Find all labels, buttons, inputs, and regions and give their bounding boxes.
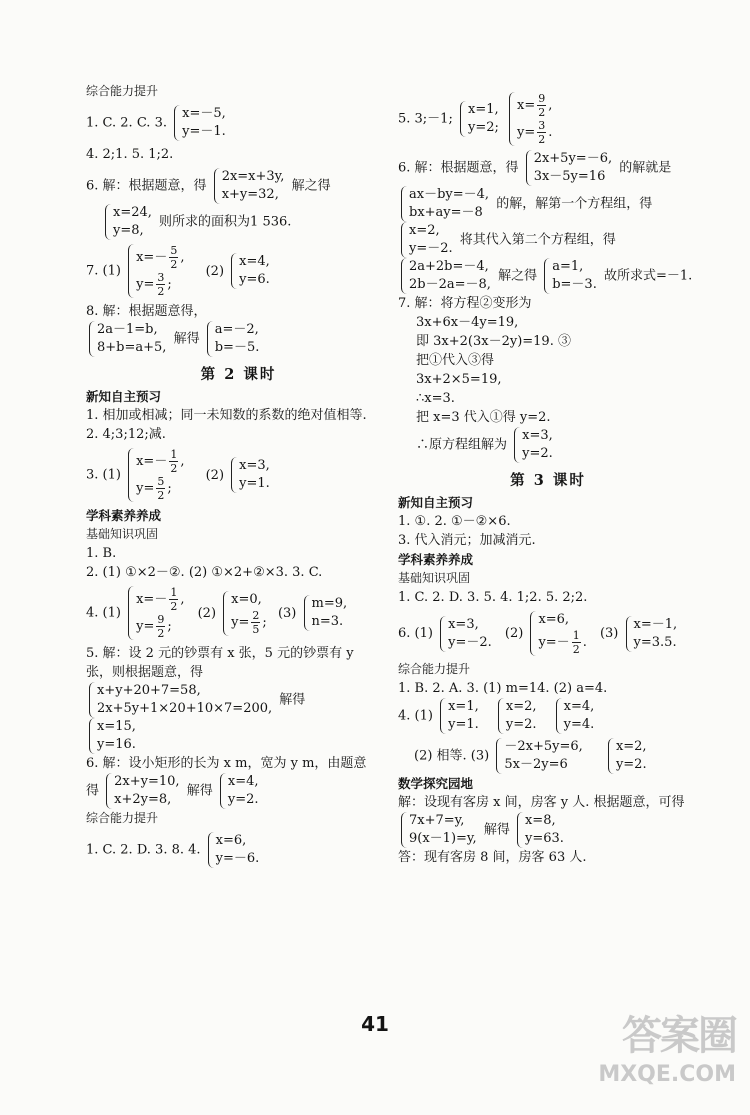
equation-system [105, 204, 152, 240]
section-heading: 新知自主预习 [398, 495, 474, 510]
equation-system [106, 773, 179, 809]
equation: y=63. [524, 831, 564, 846]
equation-system [440, 616, 492, 652]
answer-line: 3. 代入消元；加减消元. [398, 533, 536, 548]
answer-line: ∴x=3. [416, 391, 455, 406]
left-brace [106, 773, 112, 809]
equation: x=4, [227, 774, 259, 789]
equation-system [514, 427, 553, 463]
equation-system [208, 832, 260, 868]
equation: x=8, [524, 813, 556, 828]
equation: ax－by=－4, [409, 187, 490, 202]
denominator: 2 [157, 627, 165, 640]
equation: y=2. [615, 757, 647, 772]
equation-system [174, 105, 226, 141]
answer-line [86, 105, 391, 141]
equation: x=－ $\frac{5}{2}$ , [136, 244, 185, 271]
fraction [169, 448, 178, 475]
left-brace [496, 738, 502, 774]
page-number: 41 [361, 1012, 389, 1036]
answer-line [86, 718, 391, 754]
equation: y=2. [505, 717, 537, 732]
answer-line [398, 186, 698, 222]
answer-line [398, 738, 698, 774]
section-heading: 学科素养养成 [398, 552, 474, 567]
answer-text: 解得 [173, 331, 200, 347]
left-brace [128, 448, 134, 502]
numerator: 3 [538, 119, 546, 132]
answer-text: 解得 [483, 822, 510, 838]
equation-system [496, 738, 582, 774]
left-brace [207, 321, 213, 357]
answer-line: 6. 解：设小矩形的长为 x m，宽为 y m，由题意 [86, 756, 367, 771]
equation: y= $\frac{3}{2}$ . [517, 119, 553, 146]
fraction [156, 475, 165, 502]
answer-line: 把 x=3 代入①得 y=2. [416, 410, 551, 425]
answer-line [398, 150, 698, 186]
answer-line: 1. C. 2. D. 3. 5. 4. 1;2. 5. 2;2. [398, 590, 588, 605]
answer-text: 3. (1) [86, 467, 121, 483]
left-brace [526, 150, 532, 186]
equation-system [128, 244, 184, 298]
answer-text: 4. (1) [86, 605, 121, 621]
fraction [169, 586, 178, 613]
equation: y=16. [97, 737, 136, 752]
equation-system [556, 698, 595, 734]
denominator: 2 [170, 258, 178, 271]
equation-text: y= [136, 277, 155, 292]
equation: x=－ $\frac{1}{2}$ , [136, 448, 185, 475]
answer-text: 得 [86, 783, 100, 799]
answer-line: 即 3x+2(3x－2y)=19. ③ [416, 334, 571, 349]
section-heading: 综合能力提升 [398, 662, 471, 676]
equation: y= $\frac{2}{5}$ ; [231, 608, 267, 636]
equation-system [608, 738, 647, 774]
equation-system [223, 591, 267, 636]
equation-system [626, 616, 678, 652]
equation: 2b－2a=－8, [409, 277, 491, 292]
numerator: 1 [572, 629, 580, 642]
lesson-title: 第 3 课时 [510, 472, 586, 489]
answer-line [398, 222, 698, 258]
equation-system [89, 321, 166, 357]
answer-text: 解得 [186, 783, 213, 799]
answer-text: 解之得 [498, 268, 538, 284]
answer-line: 1. B. [86, 546, 117, 561]
equation: y=8, [113, 223, 144, 238]
section-heading: 综合能力提升 [86, 84, 159, 98]
equation-system [401, 258, 491, 294]
equation: x+y=32, [221, 187, 279, 202]
equation: 2x+5y+1×20+10×7=200, [97, 701, 273, 716]
answer-text: (2) [205, 263, 225, 279]
answer-line [86, 448, 391, 502]
answer-text: 6. 解：根据题意，得 [398, 160, 519, 176]
answer-line: 7. 解：将方程②变形为 [398, 296, 532, 311]
equation: 2a+2b=－4, [409, 259, 489, 274]
section-heading: 综合能力提升 [86, 811, 159, 825]
fraction [156, 271, 165, 298]
equation-system [220, 773, 259, 809]
equation: b=－3. [552, 277, 597, 292]
fraction [537, 119, 546, 146]
equation: y=1. [239, 476, 270, 491]
left-brace [498, 698, 504, 734]
section-heading: 数学探究园地 [398, 776, 474, 791]
answer-text: (2) [504, 626, 524, 641]
equation-system [498, 698, 537, 734]
answer-line [86, 321, 391, 357]
equation: x=4, [563, 699, 595, 714]
answer-text: (3) [277, 605, 297, 621]
answer-line [398, 258, 698, 294]
denominator: 2 [157, 285, 165, 298]
equation: x=3, [522, 428, 553, 443]
answer-text: (2) [205, 467, 225, 483]
answer-line [86, 586, 391, 640]
equation-system [401, 812, 477, 848]
left-brace [89, 682, 95, 718]
fraction [156, 613, 165, 640]
equation: b=－5. [214, 340, 260, 355]
equation: x=15, [97, 719, 136, 734]
equation-system [401, 222, 453, 258]
equation: y=2. [522, 446, 553, 461]
equation-system [128, 586, 184, 640]
equation: y= $\frac{5}{2}$ ; [136, 475, 172, 502]
equation: x=2, [409, 223, 440, 238]
denominator: 2 [170, 600, 178, 613]
answer-text: 1. C. 2. C. 3. [86, 115, 167, 131]
fraction [572, 629, 581, 656]
equation-system [231, 457, 270, 493]
fraction [251, 609, 260, 636]
watermark-text: 答案圈 [622, 1013, 736, 1059]
section-heading: 学科素养养成 [86, 508, 162, 523]
denominator: 2 [157, 489, 165, 502]
denominator: 2 [538, 106, 546, 119]
answer-line: 解：设现有客房 x 间，房客 y 人. 根据题意，可得 [398, 795, 685, 810]
answer-line: 1. ①. 2. ①－②×6. [398, 514, 511, 529]
equation-text: x=－ [136, 592, 168, 607]
equation: x=3, [448, 616, 479, 632]
numerator: 5 [157, 475, 165, 488]
equation: x=1, [467, 102, 499, 117]
equation: 2x+5y=－6, [533, 151, 613, 166]
answer-text: 故所求式=－1. [603, 268, 693, 284]
answer-line: 1. 相加或相减；同一未知数的系数的绝对值相等. [86, 408, 367, 423]
equation-system [89, 682, 272, 718]
denominator: 2 [170, 462, 178, 475]
equation-system [304, 595, 348, 631]
numerator: 9 [157, 613, 165, 626]
fraction [169, 244, 178, 271]
equation: y= $\frac{3}{2}$ ; [136, 271, 172, 298]
answer-line [86, 204, 391, 240]
equation-system [207, 321, 260, 357]
denominator: 2 [572, 643, 580, 656]
answer-line: 答：现有客房 8 间，房客 63 人. [398, 850, 587, 865]
left-brace [544, 258, 550, 294]
answer-line: 2. (1) ①×2－②. (2) ①×2+②×3. 3. C. [86, 565, 323, 580]
answer-line [398, 812, 698, 848]
equation-text: y= [517, 125, 536, 140]
answer-line: 把①代入③得 [416, 353, 495, 368]
answer-text: 的解就是 [619, 160, 672, 176]
equation-text: y= [136, 481, 155, 496]
left-brace [401, 812, 407, 848]
equation: y=4. [563, 717, 595, 732]
equation: y=3.5. [633, 634, 677, 650]
equation: y=6. [239, 272, 270, 287]
answer-line: 1. B. 2. A. 3. (1) m=14. (2) a=4. [398, 681, 608, 696]
equation: m=9, [311, 596, 348, 611]
equation: －2x+5y=6, [504, 739, 583, 754]
equation-text: x= [517, 98, 536, 113]
equation: x=24, [113, 205, 152, 220]
equation: 7x+7=y, [409, 813, 465, 828]
denominator: 2 [538, 133, 546, 146]
equation: y=－1. [182, 124, 226, 139]
equation: x= $\frac{9}{2}$ , [517, 92, 553, 119]
left-brace [304, 595, 310, 631]
answer-line [86, 773, 391, 809]
left-brace [231, 253, 237, 289]
equation: n=3. [311, 614, 344, 629]
answer-text: 5. 3;－1; [398, 111, 453, 127]
left-brace [608, 738, 614, 774]
equation-text: y=－ [538, 635, 570, 650]
left-brace [89, 718, 95, 754]
equation-text: y= [231, 614, 250, 630]
left-brace [208, 832, 214, 868]
left-brace [626, 616, 632, 652]
left-brace [440, 698, 446, 734]
denominator: 5 [252, 622, 260, 636]
left-brace [220, 773, 226, 809]
equation-system [517, 812, 564, 848]
answer-text: 6. 解：根据题意，得 [86, 178, 207, 194]
answer-line [86, 832, 391, 868]
left-column [86, 82, 391, 868]
left-brace [223, 591, 229, 636]
left-brace [214, 168, 220, 204]
equation: x+2y=8, [114, 792, 172, 807]
numerator: 3 [157, 271, 165, 284]
answer-text: 将其代入第二个方程组，得 [459, 232, 616, 248]
answer-line [86, 244, 391, 298]
right-column [398, 92, 698, 867]
equation-system [89, 718, 136, 754]
equation: x=4, [239, 254, 270, 269]
answer-text: 1. C. 2. D. 3. 8. 4. [86, 842, 201, 858]
equation-system [530, 611, 586, 656]
equation: x=2, [615, 739, 647, 754]
equation-system [128, 448, 184, 502]
equation: 8+b=a+5, [97, 340, 167, 355]
answer-text: (2) [197, 605, 217, 621]
equation-text: y= [136, 619, 155, 634]
numerator: 1 [170, 448, 178, 461]
answer-line: 2. 4;3;12;减. [86, 427, 166, 442]
answer-line [398, 698, 698, 734]
left-brace [89, 321, 95, 357]
equation-system [231, 253, 270, 289]
equation: y=1. [448, 717, 479, 732]
left-brace [514, 427, 520, 463]
answer-line [86, 168, 391, 204]
answer-line: 8. 解：根据题意得， [86, 304, 207, 319]
equation: x=6, [215, 833, 247, 848]
left-brace [128, 586, 134, 640]
equation: x+y+20+7=58, [97, 683, 201, 698]
answer-line [398, 611, 698, 656]
subsection-heading: 基础知识巩固 [86, 527, 159, 541]
left-brace [401, 258, 407, 294]
numerator: 2 [252, 608, 260, 622]
answer-line: 张，则根据题意，得 [86, 665, 204, 680]
equation-text: x=－ [136, 454, 168, 469]
answer-text: ∴原方程组解为 [416, 437, 508, 453]
equation: y=2. [227, 792, 259, 807]
equation: x=0, [231, 591, 262, 607]
answer-text: 4. (1) [398, 708, 433, 724]
equation: a=－2, [214, 322, 259, 337]
left-brace [401, 222, 407, 258]
equation: x=－ $\frac{1}{2}$ , [136, 586, 185, 613]
equation-system [401, 186, 489, 222]
equation-system [460, 101, 499, 137]
equation-system [214, 168, 285, 204]
left-brace [530, 611, 536, 656]
section-heading: 新知自主预习 [86, 389, 162, 404]
numerator: 9 [538, 92, 546, 105]
equation: y= $\frac{9}{2}$ ; [136, 613, 172, 640]
equation: x=3, [239, 458, 270, 473]
watermark-logo [588, 1010, 736, 1105]
lesson-title: 第 2 课时 [200, 366, 277, 383]
fraction [537, 92, 546, 119]
answer-line [398, 427, 698, 463]
left-brace [556, 698, 562, 734]
equation: bx+ay=－8 [409, 205, 483, 220]
answer-text: 6. (1) [398, 626, 433, 641]
equation-text: x=－ [136, 250, 168, 265]
equation: x=－5, [182, 106, 226, 121]
equation-system [440, 698, 479, 734]
left-brace [460, 101, 466, 137]
equation: a=1, [552, 259, 584, 274]
equation: y=－6. [215, 851, 260, 866]
equation: y=－2. [409, 241, 453, 256]
left-brace [231, 457, 237, 493]
answer-line: 3x+2×5=19, [416, 372, 502, 387]
equation: x=2, [505, 699, 537, 714]
left-brace [174, 105, 180, 141]
subsection-heading: 基础知识巩固 [398, 571, 471, 585]
left-brace [105, 204, 111, 240]
answer-line [398, 92, 698, 146]
answer-line: 4. 2;1. 5. 1;2. [86, 147, 174, 162]
left-brace [401, 186, 407, 222]
equation: x=6, [538, 612, 570, 627]
answer-text: 7. (1) [86, 263, 121, 279]
numerator: 5 [170, 244, 178, 257]
equation: y=－2. [448, 634, 492, 650]
equation-system [544, 258, 597, 294]
answer-text: 则所求的面积为1 536. [159, 214, 292, 230]
answer-text: (2) 相等. (3) [414, 748, 490, 764]
equation: y=－ $\frac{1}{2}$ . [538, 629, 587, 656]
answer-text: 的解，解第一个方程组，得 [496, 196, 653, 212]
equation: 3x－5y=16 [533, 169, 606, 184]
equation-system [509, 92, 552, 146]
answer-line: 5. 解：设 2 元的钞票有 x 张，5 元的钞票有 y [86, 646, 354, 661]
answer-line [86, 682, 391, 718]
left-brace [517, 812, 523, 848]
equation-system [526, 150, 612, 186]
left-brace [440, 616, 446, 652]
answer-text: 解之得 [291, 178, 331, 194]
answer-text: 解得 [279, 692, 306, 708]
equation: 2a－1=b, [97, 322, 158, 337]
equation: x=－1, [633, 616, 678, 632]
equation: 5x－2y=6 [504, 757, 568, 772]
answer-text: (3) [599, 626, 619, 641]
equation: 2x+y=10, [114, 774, 180, 789]
equation: 2x=x+3y, [221, 169, 285, 184]
left-brace [128, 244, 134, 298]
answer-line: 3x+6x－4y=19, [416, 315, 519, 330]
numerator: 1 [170, 586, 178, 599]
left-brace [509, 92, 515, 146]
equation: x=1, [448, 699, 479, 714]
equation: y=2; [467, 120, 499, 135]
equation: 9(x－1)=y, [409, 831, 477, 846]
watermark-url: MXQE.COM [598, 1062, 736, 1087]
